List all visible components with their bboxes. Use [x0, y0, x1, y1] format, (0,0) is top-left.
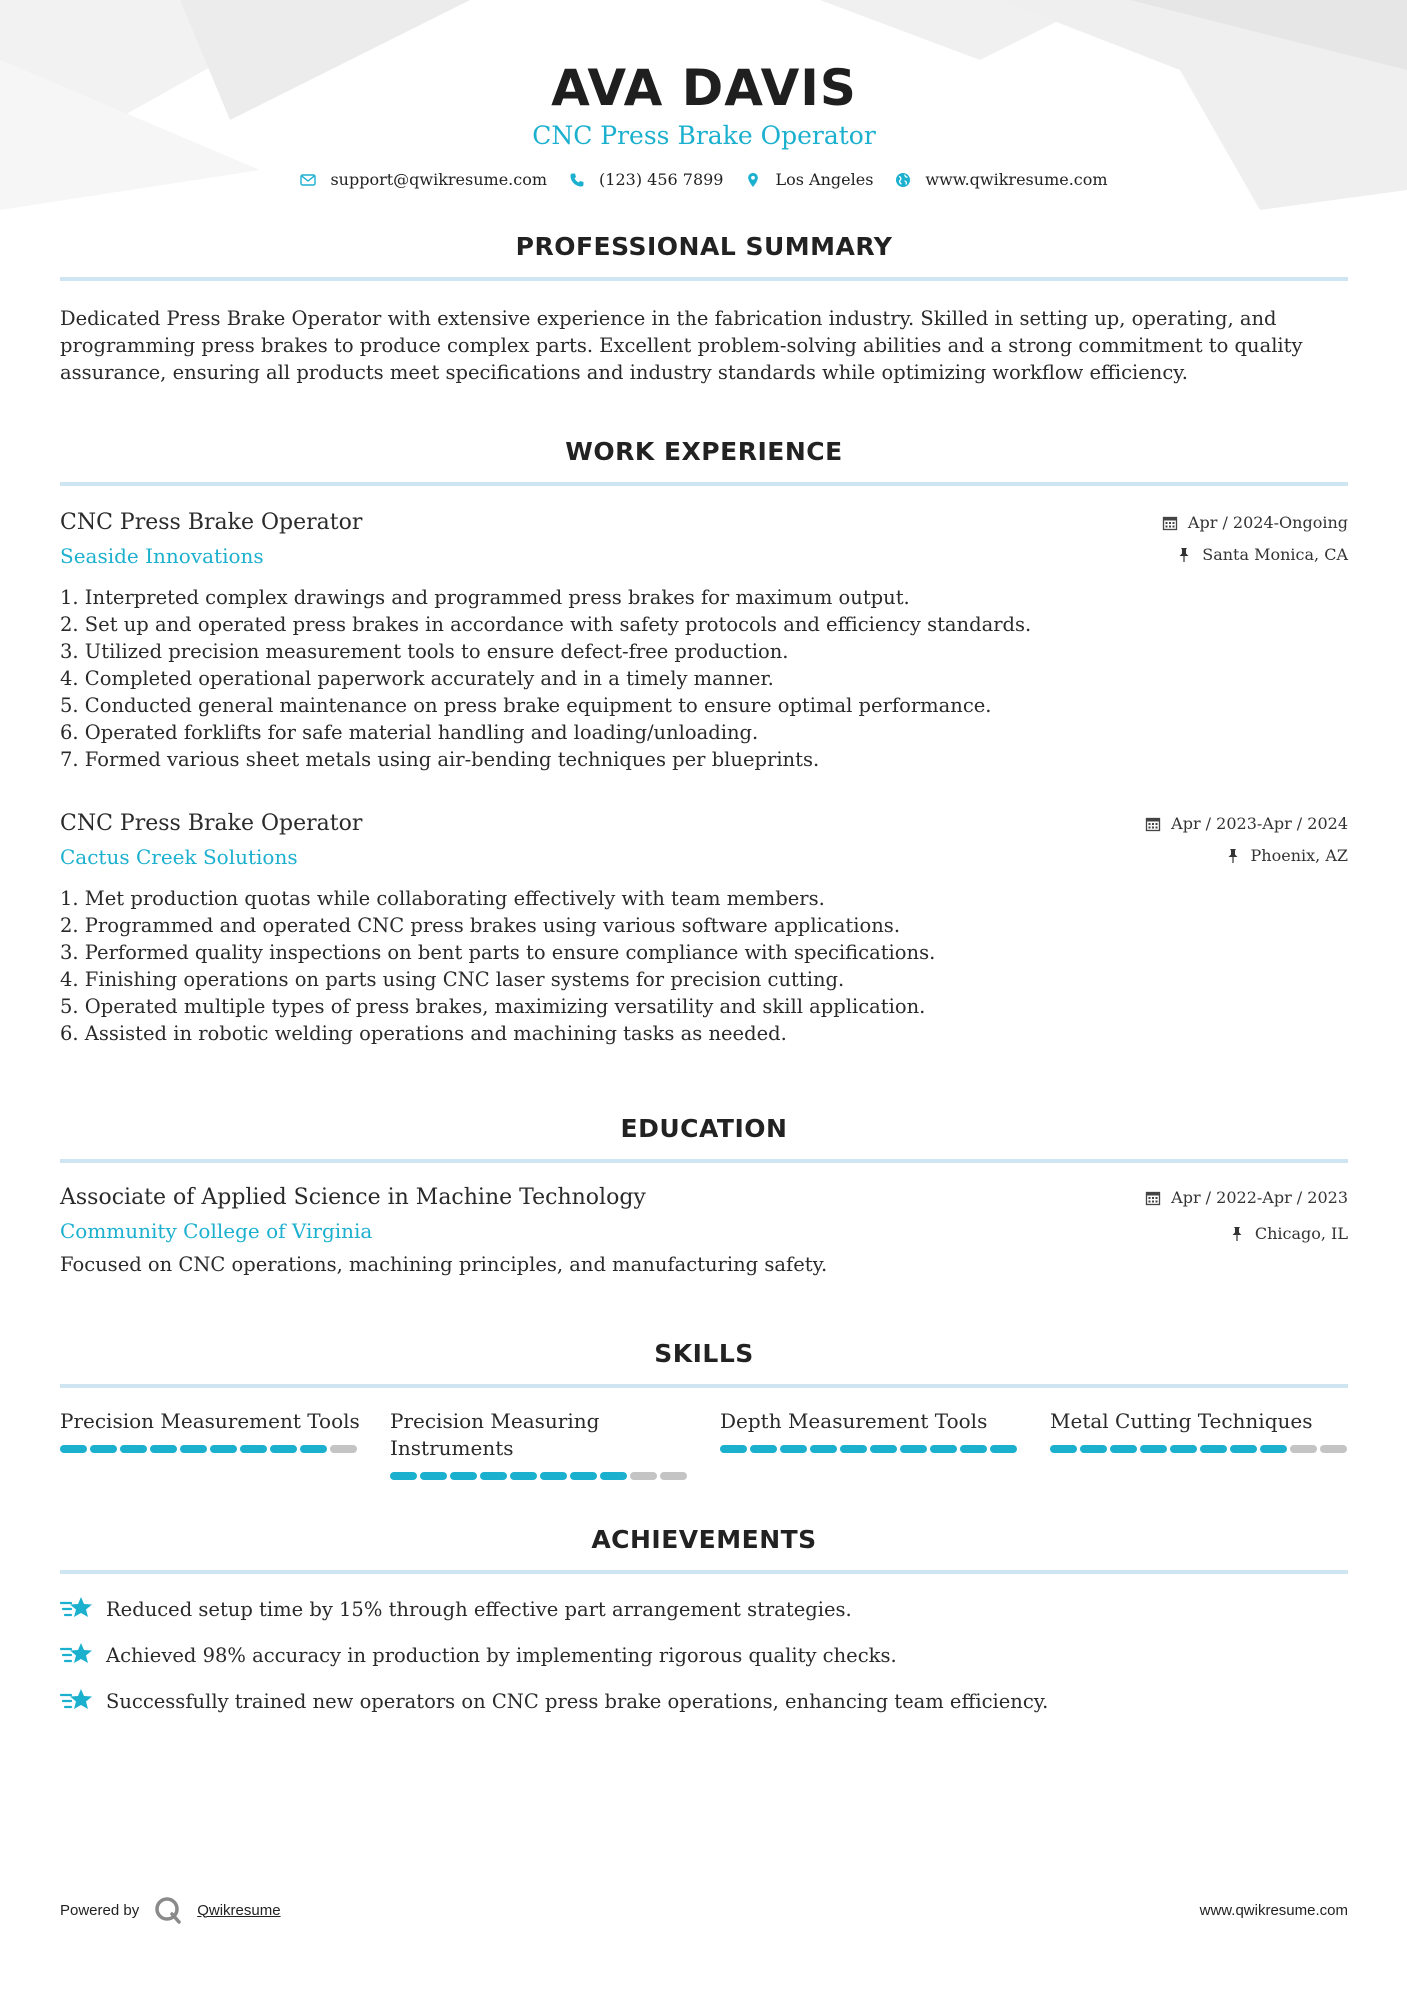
- skill-level-segment: [1170, 1445, 1197, 1453]
- skill-level-segment: [960, 1445, 987, 1453]
- duty-item: 5. Operated multiple types of press brakes, maximizing versatility and skill application.: [60, 995, 926, 1018]
- skill-level-segment: [1230, 1445, 1257, 1453]
- degree-title: Associate of Applied Science in Machine Technology: [60, 1185, 646, 1210]
- skill-level-segment: [420, 1472, 447, 1480]
- skill-level-segment: [1200, 1445, 1227, 1453]
- phone-icon: [569, 172, 585, 188]
- achievement-item: [60, 1640, 1348, 1670]
- skill-level-segment: [600, 1472, 627, 1480]
- education-location: Chicago, IL: [1254, 1224, 1348, 1243]
- education-description: Focused on CNC operations, machining principles, and manufacturing safety.: [60, 1253, 828, 1276]
- section-divider: [60, 1384, 1348, 1388]
- skill-item: [60, 1408, 360, 1480]
- skill-item: [720, 1408, 1020, 1480]
- job-dates: Apr / 2023-Apr / 2024: [1171, 814, 1348, 833]
- phone-text: (123) 456 7899: [599, 170, 724, 189]
- location-text: Los Angeles: [775, 170, 874, 189]
- skill-level-bar: [1050, 1445, 1350, 1453]
- education-dates: Apr / 2022-Apr / 2023: [1171, 1188, 1348, 1207]
- website-text: www.qwikresume.com: [925, 170, 1108, 189]
- skill-level-segment: [630, 1472, 657, 1480]
- skill-level-segment: [390, 1472, 417, 1480]
- page-footer: [60, 1895, 1348, 1925]
- education-heading: EDUCATION: [620, 1114, 788, 1143]
- duty-item: 4. Finishing operations on parts using CNC laser systems for precision cutting.: [60, 968, 845, 991]
- candidate-role: CNC Press Brake Operator: [532, 121, 876, 150]
- skill-level-segment: [990, 1445, 1017, 1453]
- skill-level-segment: [1140, 1445, 1167, 1453]
- job-duties: [60, 584, 1348, 773]
- contact-phone[interactable]: [569, 170, 723, 189]
- star-award-icon: [60, 1686, 94, 1716]
- education-section: [60, 1113, 1348, 1278]
- powered-by-label: Powered by: [60, 1901, 140, 1919]
- job-entry: [60, 809, 1348, 1047]
- skill-level-segment: [60, 1445, 87, 1453]
- skill-level-bar: [390, 1472, 690, 1480]
- skill-level-segment: [570, 1472, 597, 1480]
- pushpin-icon: [1225, 848, 1241, 864]
- skill-level-segment: [120, 1445, 147, 1453]
- skill-name: Precision Measuring Instruments: [390, 1409, 600, 1460]
- duty-item: 1. Met production quotas while collaborating effectively with team members.: [60, 887, 825, 910]
- map-pin-icon: [745, 172, 761, 188]
- skill-level-segment: [210, 1445, 237, 1453]
- summary-section: [60, 231, 1348, 386]
- duty-item: 2. Programmed and operated CNC press brakes using various software applications.: [60, 914, 901, 937]
- powered-by: [60, 1895, 281, 1925]
- job-location: Phoenix, AZ: [1250, 846, 1348, 865]
- section-divider: [60, 482, 1348, 486]
- skill-level-segment: [1110, 1445, 1137, 1453]
- duty-item: 1. Interpreted complex drawings and programmed press brakes for maximum output.: [60, 586, 910, 609]
- school-name: Community College of Virginia: [60, 1219, 373, 1243]
- skill-level-segment: [1050, 1445, 1077, 1453]
- skill-level-segment: [1080, 1445, 1107, 1453]
- section-divider: [60, 1159, 1348, 1163]
- skill-level-segment: [1320, 1445, 1347, 1453]
- skill-name: Depth Measurement Tools: [720, 1409, 988, 1433]
- qwikresume-logo-icon: [153, 1895, 183, 1925]
- achievements-section: [60, 1524, 1348, 1716]
- contact-email[interactable]: [300, 170, 547, 189]
- skill-level-segment: [510, 1472, 537, 1480]
- skill-level-segment: [480, 1472, 507, 1480]
- job-duties: [60, 885, 1348, 1047]
- pushpin-icon: [1229, 1226, 1245, 1242]
- contact-location: [745, 170, 873, 189]
- duty-item: 7. Formed various sheet metals using air-bending techniques per blueprints.: [60, 748, 820, 771]
- skill-level-segment: [1290, 1445, 1317, 1453]
- skill-level-segment: [750, 1445, 777, 1453]
- brand-link[interactable]: Qwikresume: [197, 1901, 281, 1919]
- skill-level-segment: [810, 1445, 837, 1453]
- section-divider: [60, 1570, 1348, 1574]
- skill-level-segment: [840, 1445, 867, 1453]
- skill-level-segment: [330, 1445, 357, 1453]
- skill-level-segment: [720, 1445, 747, 1453]
- star-award-icon: [60, 1594, 94, 1624]
- achievement-text: Successfully trained new operators on CNC press brake operations, enhancing team efficiency.: [106, 1689, 1049, 1713]
- duty-item: 3. Utilized precision measurement tools to ensure defect-free production.: [60, 640, 789, 663]
- skill-level-segment: [870, 1445, 897, 1453]
- skill-level-segment: [780, 1445, 807, 1453]
- duty-item: 6. Operated forklifts for safe material handling and loading/unloading.: [60, 721, 759, 744]
- job-company: Seaside Innovations: [60, 544, 264, 568]
- experience-heading: WORK EXPERIENCE: [565, 437, 843, 466]
- skills-section: [60, 1338, 1348, 1480]
- calendar-icon: [1162, 515, 1178, 531]
- skill-level-segment: [540, 1472, 567, 1480]
- skill-level-bar: [720, 1445, 1020, 1453]
- skill-level-segment: [300, 1445, 327, 1453]
- footer-website[interactable]: www.qwikresume.com: [1199, 1901, 1348, 1919]
- skill-item: [390, 1408, 690, 1480]
- skills-heading: SKILLS: [654, 1339, 754, 1368]
- achievement-text: Reduced setup time by 15% through effective part arrangement strategies.: [106, 1597, 852, 1621]
- summary-heading: PROFESSIONAL SUMMARY: [515, 232, 893, 261]
- resume-page: [60, 0, 1348, 1716]
- job-location: Santa Monica, CA: [1202, 545, 1348, 564]
- contact-bar: [60, 170, 1348, 189]
- achievements-heading: ACHIEVEMENTS: [591, 1525, 817, 1554]
- envelope-icon: [300, 172, 316, 188]
- duty-item: 4. Completed operational paperwork accurately and in a timely manner.: [60, 667, 774, 690]
- achievements-list: [60, 1594, 1348, 1716]
- achievement-item: [60, 1594, 1348, 1624]
- candidate-name: AVA DAVIS: [551, 59, 857, 117]
- calendar-icon: [1145, 816, 1161, 832]
- skills-grid: [60, 1408, 1348, 1480]
- job-dates: Apr / 2024-Ongoing: [1187, 513, 1348, 532]
- achievement-item: [60, 1686, 1348, 1716]
- skill-level-segment: [270, 1445, 297, 1453]
- skill-level-segment: [450, 1472, 477, 1480]
- skill-level-segment: [1260, 1445, 1287, 1453]
- section-divider: [60, 277, 1348, 281]
- job-entry: [60, 508, 1348, 773]
- skill-level-segment: [240, 1445, 267, 1453]
- experience-section: [60, 436, 1348, 1047]
- achievement-text: Achieved 98% accuracy in production by implementing rigorous quality checks.: [106, 1643, 897, 1667]
- skill-name: Metal Cutting Techniques: [1050, 1409, 1313, 1433]
- skill-level-segment: [900, 1445, 927, 1453]
- skill-level-segment: [90, 1445, 117, 1453]
- email-text: support@qwikresume.com: [330, 170, 548, 189]
- duty-item: 5. Conducted general maintenance on press brake equipment to ensure optimal performance.: [60, 694, 992, 717]
- calendar-icon: [1145, 1190, 1161, 1206]
- skill-level-segment: [660, 1472, 687, 1480]
- skill-name: Precision Measurement Tools: [60, 1409, 360, 1433]
- skill-level-segment: [930, 1445, 957, 1453]
- resume-header: [60, 0, 1348, 189]
- duty-item: 3. Performed quality inspections on bent parts to ensure compliance with specifications.: [60, 941, 936, 964]
- job-company: Cactus Creek Solutions: [60, 845, 298, 869]
- job-title: CNC Press Brake Operator: [60, 510, 363, 535]
- skill-level-segment: [150, 1445, 177, 1453]
- job-title: CNC Press Brake Operator: [60, 811, 363, 836]
- contact-website[interactable]: [895, 170, 1107, 189]
- duty-item: 2. Set up and operated press brakes in accordance with safety protocols and efficiency standards.: [60, 613, 1032, 636]
- star-award-icon: [60, 1640, 94, 1670]
- skill-level-segment: [180, 1445, 207, 1453]
- skill-item: [1050, 1408, 1350, 1480]
- pushpin-icon: [1176, 547, 1192, 563]
- skill-level-bar: [60, 1445, 360, 1453]
- education-entry: [60, 1183, 1348, 1278]
- globe-icon: [895, 172, 911, 188]
- duty-item: 6. Assisted in robotic welding operations and machining tasks as needed.: [60, 1022, 787, 1045]
- summary-text: Dedicated Press Brake Operator with extensive experience in the fabrication industry. Skilled in setting up, operating, and programming press brakes to produce complex parts. Excellent problem-solving abilities and a strong commitment to quality assurance, ensuring all products meet specifications and industry standards while optimizing workflow efficiency.: [60, 307, 1303, 384]
